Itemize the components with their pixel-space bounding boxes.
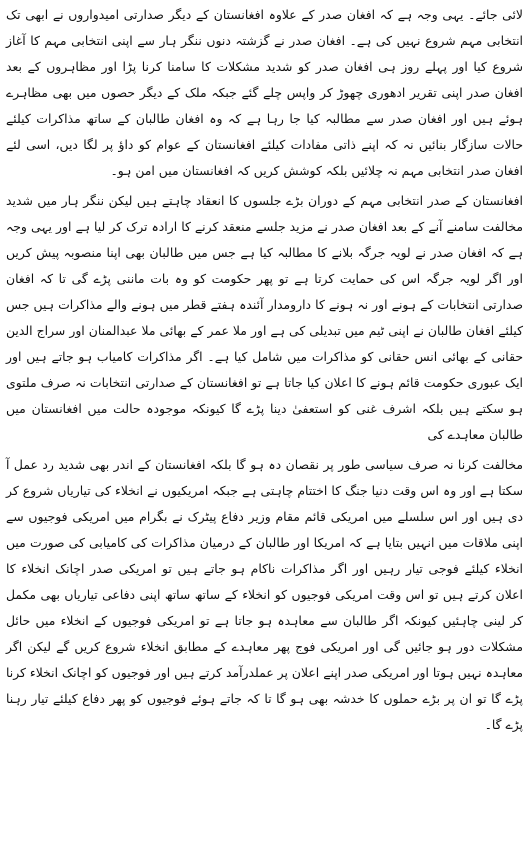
article-paragraph-1: لائی جائے۔ یہی وجہ ہے کہ افغان صدر کے علاوہ افغانستان کے دیگر صدارتی امیدواروں نے ابھی تک انتخابی مہم شروع نہیں کی ہے۔ افغان صدر نے گزشتہ دنوں ننگر ہار سے اپنی انتخابی مہم کا آغاز شروع کیا اور پہلے روز ہی افغان صدر کو شدید مشکلات کا سامنا کرنا پڑا اور مظاہروں کے بعد افغان صدر اپنی تقریر ادھوری چھوڑ کر واپس چلے گئے جبکہ ملک کے دیگر حصوں میں بھی مظاہرے ہوئے ہیں اور افغان صدر سے مطالبہ کیا جا رہا ہے کہ وہ افغان طالبان کے ساتھ مذاکرات کیلئے حالات سازگار بنائیں نہ کہ اپنے ذاتی مفادات کیلئے افغانستان کے عوام کو داؤ پر لگا دیں، اسی لئے افغان صدر انتخابی مہم نہ چلائیں بلکہ کوشش کریں کہ افغانستان میں امن ہو۔: [6, 7, 523, 178]
article-paragraph-3: مخالفت کرنا نہ صرف سیاسی طور پر نقصان دہ ہو گا بلکہ افغانستان کے اندر بھی شدید رد عمل آ سکتا ہے اور وہ اس وقت دنیا جنگ کا اختتام چاہتی ہے جبکہ امریکیوں نے انخلاء کی تیاریاں شروع کر دی ہیں اور اس سلسلے میں امریکی قائم مقام وزیر دفاع پیٹرک نے بگرام میں امریکی فوجیوں سے اپنی ملاقات میں انہیں بتایا ہے کہ امریکا اور طالبان کے درمیان مذاکرات کی کامیابی کی صورت میں انخلاء کیلئے فوجی تیار رہیں اور اگر مذاکرات ناکام ہو جاتے ہیں تو امریکی صدر اچانک انخلاء کا اعلان کرتے ہیں تو اس وقت امریکی فوجیوں کو انخلاء کے ساتھ ساتھ اپنی دفاعی تیاریاں بھی مکمل کر لینی چاہئیں کیونکہ اگر طالبان سے معاہدہ ہو جاتا ہے تو امریکی فوجیوں کے انخلاء میں حائل مشکلات دور ہو جائیں گی اور امریکی فوج پھر معاہدے کے مطابق انخلاء شروع کریں گے لیکن اگر معاہدہ نہیں ہوتا اور امریکی صدر اپنے اعلان پر عملدرآمد کرتے ہیں اور فوجیوں کو اچانک انخلاء کرنا پڑے گا تو ان پر بڑے حملوں کا خدشہ بھی ہو گا تا کہ جاتے ہوئے فوجیوں کو پھر دفاع کیلئے تیار رہنا پڑے گا۔: [6, 457, 523, 732]
article-paragraph-2: افغانستان کے صدر انتخابی مہم کے دوران بڑے جلسوں کا انعقاد چاہتے ہیں لیکن ننگر ہار میں شدید مخالفت سامنے آنے کے بعد افغان صدر نے مزید جلسے منعقد کرنے کا ارادہ ترک کر لیا ہے اور یہی وجہ ہے کہ افغان صدر نے لویہ جرگہ بلانے کا مطالبہ کیا ہے جس میں طالبان بھی اپنا منصوبہ پیش کریں اور اگر لویہ جرگہ اس کی حمایت کرتا ہے تو پھر حکومت کو وہ بات ماننی پڑے گی تا کہ افغان صدارتی انتخابات کے ہونے اور نہ ہونے کا دارومدار آئندہ ہفتے قطر میں ہونے والے مذاکرات ہیں جس کیلئے افغان طالبان نے اپنی ٹیم میں تبدیلی کی ہے اور ملا عمر کے بھائی ملا عبدالمنان اور سراج الدین حقانی کے بھائی انس حقانی کو مذاکرات میں شامل کیا ہے۔ اگر مذاکرات کامیاب ہو جاتے ہیں اور ایک عبوری حکومت قائم ہونے کا اعلان کیا جاتا ہے تو افغانستان کے صدارتی انتخابات نہ صرف ملتوی ہو سکتے ہیں بلکہ اشرف غنی کو استعفیٰ دینا پڑے گا کیونکہ موجودہ حالت میں افغانستان میں طالبان معاہدے کی: [6, 193, 523, 442]
